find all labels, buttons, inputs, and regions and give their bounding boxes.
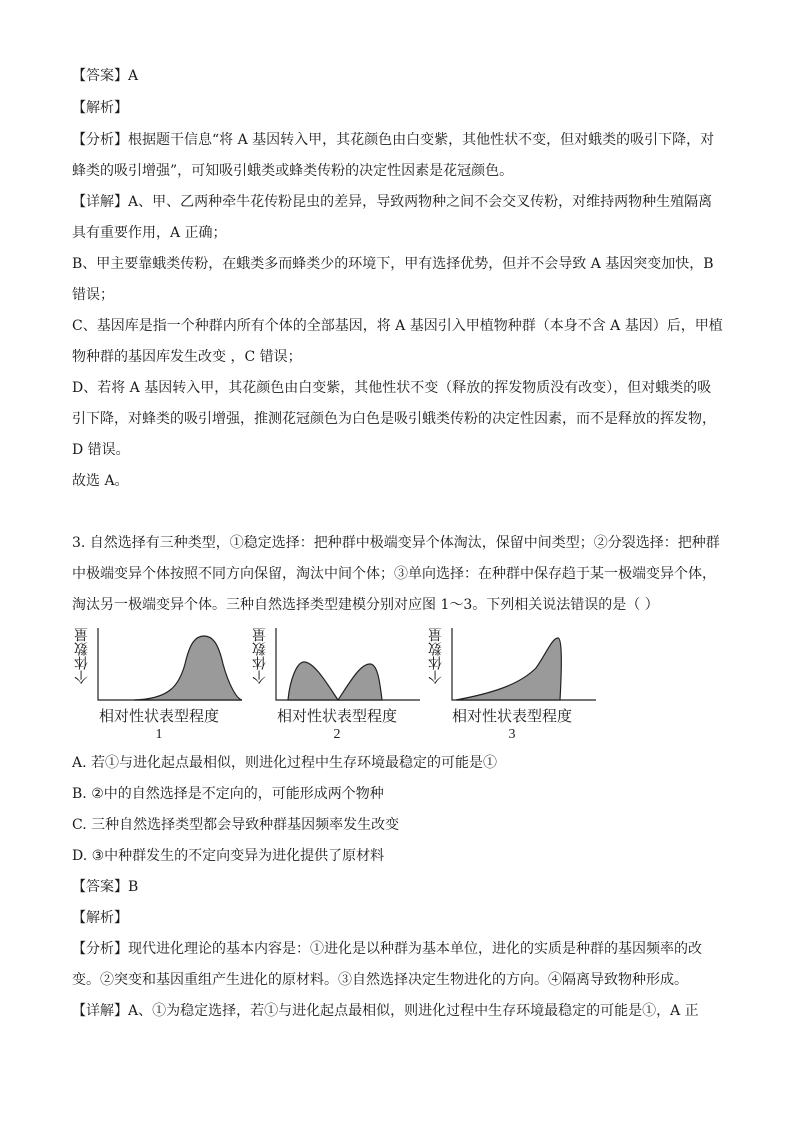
figure-1-xlabel: 相对性状表型程度 bbox=[98, 707, 219, 725]
answer-line-q3: 【答案】B bbox=[72, 879, 139, 895]
analysis-heading-q2: 【解析】 bbox=[72, 100, 128, 116]
figure-3-xlabel: 相对性状表型程度 bbox=[451, 707, 572, 725]
figure-2-plot bbox=[252, 624, 422, 706]
xiangjie-q2-line-2: 具有重要作用，A 正确； bbox=[72, 225, 227, 241]
fenxi-q3-line-2: 变。②突变和基因重组产生进化的原材料。③自然选择决定生物进化的方向。④隔离导致物种形成。 bbox=[72, 972, 688, 988]
option-d: D. ③中种群发生的不定向变异为进化提供了原材料 bbox=[72, 848, 385, 864]
xiangjie-q2-line-8: 引下降，对蜂类的吸引增强，推测花冠颜色为白色是吸引蛾类传粉的决定性因素，而不是释放的挥发物， bbox=[72, 411, 716, 427]
figure-1-ylabel: 个体数量 bbox=[74, 628, 90, 684]
xiangjie-q2-line-5: C、基因库是指一个种群内所有个体的全部基因，将 A 基因引入甲植物种群（本身不含 A 基因）后，甲植 bbox=[72, 318, 723, 334]
xiangjie-q2-line-1: 【详解】A、甲、乙两种牵牛花传粉昆虫的差异，导致两物种之间不会交叉传粉，对维持两物种生殖隔离 bbox=[72, 194, 713, 210]
conclusion-q2: 故选 A。 bbox=[72, 473, 129, 489]
figure-1-number: 1 bbox=[155, 727, 163, 742]
q3-stem-line-3: 淘汰另一极端变异个体。三种自然选择类型建模分别对应图 1～3。下列相关说法错误的是（ ） bbox=[72, 597, 659, 613]
fenxi-q2-line-1: 【分析】根据题干信息“将 A 基因转入甲，其花颜色由白变紫，其他性状不变，但对蛾类的吸引下降，对 bbox=[72, 132, 715, 148]
q3-stem-line-1: 3. 自然选择有三种类型，①稳定选择：把种群中极端变异个体淘汰，保留中间类型；②分裂选择：把种群 bbox=[72, 535, 720, 551]
figure-3 bbox=[428, 624, 618, 754]
figure-1 bbox=[74, 624, 244, 754]
figure-2-number: 2 bbox=[333, 727, 341, 742]
option-c: C. 三种自然选择类型都会导致种群基因频率发生改变 bbox=[72, 817, 400, 833]
answer-line-q2: 【答案】A bbox=[72, 68, 139, 84]
figure-2-xlabel: 相对性状表型程度 bbox=[276, 707, 397, 725]
figure-3-number: 3 bbox=[508, 727, 516, 742]
figure-3-curve bbox=[456, 638, 561, 700]
xiangjie-q2-line-6: 物种群的基因库发生改变 ，C 错误； bbox=[72, 349, 302, 365]
xiangjie-q2-line-3: B、甲主要靠蛾类传粉，在蛾类多而蜂类少的环境下，甲有选择优势，但并不会导致 A 基因突变加快，B bbox=[72, 256, 714, 272]
figure-3-ylabel: 个体数量 bbox=[428, 628, 444, 684]
option-b: B. ②中的自然选择是不定向的，可能形成两个物种 bbox=[72, 786, 384, 802]
figure-1-plot bbox=[74, 624, 244, 706]
figure-2-curve bbox=[288, 662, 382, 700]
xiangjie-q3-line-1: 【详解】A、①为稳定选择，若①与进化起点最相似，则进化过程中生存环境最稳定的可能是①，A 正 bbox=[72, 1003, 699, 1019]
fenxi-q3-line-1: 【分析】现代进化理论的基本内容是：①进化是以种群为基本单位，进化的实质是种群的基因频率的改 bbox=[72, 941, 702, 957]
figure-1-curve bbox=[134, 636, 242, 700]
figure-2-ylabel: 个体数量 bbox=[252, 628, 268, 684]
figure-2 bbox=[252, 624, 422, 754]
fenxi-q2-line-2: 蜂类的吸引增强”，可知吸引蛾类或蜂类传粉的决定性因素是花冠颜色。 bbox=[72, 163, 514, 179]
xiangjie-q2-line-9: D 错误。 bbox=[72, 442, 130, 458]
analysis-heading-q3: 【解析】 bbox=[72, 910, 128, 926]
xiangjie-q2-line-4: 错误； bbox=[72, 287, 114, 303]
option-a: A. 若①与进化起点最相似，则进化过程中生存环境最稳定的可能是① bbox=[72, 755, 498, 771]
figure-3-plot bbox=[428, 624, 618, 706]
q3-stem-line-2: 中极端变异个体按照不同方向保留，淘汰中间个体；③单向选择：在种群中保存趋于某一极端变异个体， bbox=[72, 566, 716, 582]
xiangjie-q2-line-7: D、若将 A 基因转入甲，其花颜色由白变紫，其他性状不变（释放的挥发物质没有改变），但对蛾类的吸 bbox=[72, 380, 712, 396]
